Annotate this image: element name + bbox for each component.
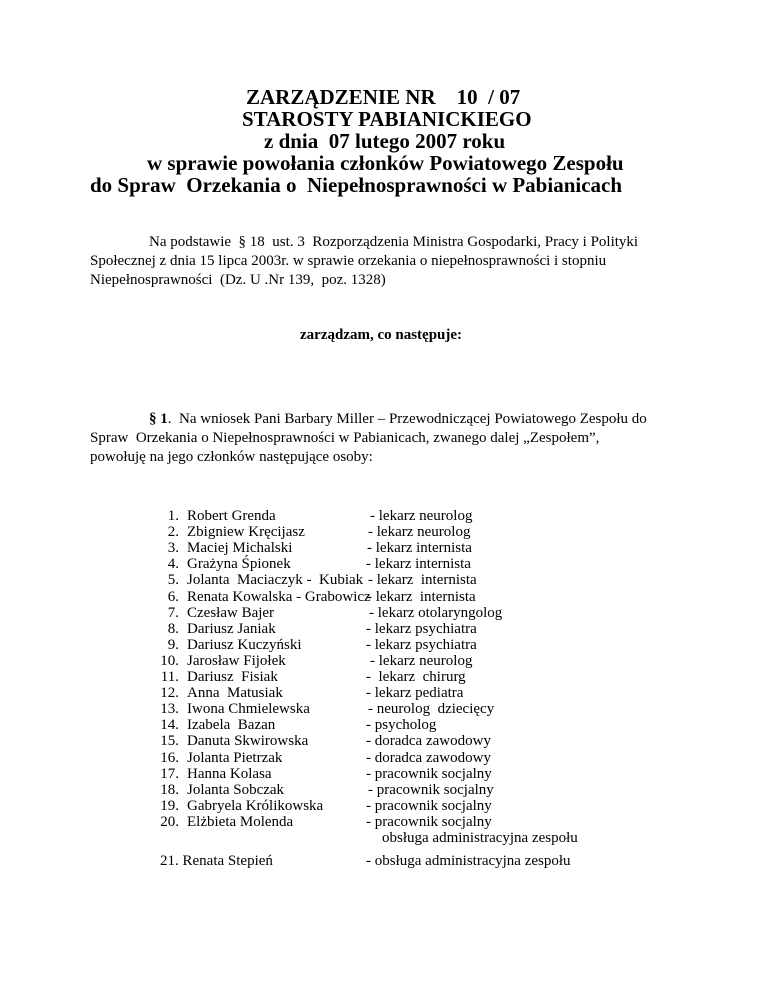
member-role: - lekarz otolaryngolog: [369, 604, 503, 621]
member-role: - doradca zawodowy: [366, 749, 491, 766]
member-number: 8.: [167, 620, 179, 637]
member-number: 13.: [160, 701, 179, 718]
member-number: 18.: [160, 781, 179, 798]
member-number: 15.: [160, 733, 179, 750]
member-number: 3.: [167, 540, 179, 557]
title-line-3: z dnia 07 lutego 2007 roku: [264, 129, 506, 153]
member-number: 2.: [167, 524, 179, 541]
member-name: Czesław Bajer: [187, 604, 275, 621]
member-name: Dariusz Kuczyński: [187, 636, 302, 653]
member-name: Anna Matusiak: [187, 685, 283, 702]
section-1-line-1: [149, 410, 647, 428]
member-role: - pracownik socjalny: [368, 781, 494, 798]
member-number: 6.: [167, 588, 179, 605]
member-number: 1.: [167, 508, 179, 524]
member-name: Iwona Chmielewska: [187, 701, 310, 718]
title-line-2: STAROSTY PABIANICKIEGO: [242, 107, 532, 131]
member-name: Jarosław Fijołek: [187, 652, 286, 669]
member-role: - lekarz neurolog: [368, 524, 471, 541]
member-name: Elżbieta Molenda: [187, 813, 294, 830]
member-name: Dariusz Fisiak: [187, 669, 278, 685]
member-name: Zbigniew Kręcijasz: [187, 524, 305, 541]
member-number: 12.: [160, 685, 179, 702]
member-name: Hanna Kolasa: [187, 765, 272, 782]
member-number: 17.: [160, 765, 179, 782]
member-name: Dariusz Janiak: [187, 620, 276, 637]
member-role: - lekarz internista: [368, 572, 477, 589]
section-1-line-1-text: . Na wniosek Pani Barbary Miller – Przewodniczącej Powiatowego Zespołu do: [167, 411, 647, 427]
member-number: 9.: [167, 636, 179, 653]
member-role: - lekarz neurolog: [370, 508, 473, 524]
member-number: 19.: [160, 797, 179, 814]
title-line-1: ZARZĄDZENIE NR 10 / 07: [246, 85, 521, 109]
member-21-name: 21. Renata Stepień: [160, 853, 273, 869]
member-role: - pracownik socjalny: [366, 797, 492, 814]
member-number: 5.: [167, 572, 179, 589]
section-1-line-2: Spraw Orzekania o Niepełnosprawności w Pabianicach, zwanego dalej „Zespołem”,: [90, 430, 600, 446]
preamble-line-1: Na podstawie § 18 ust. 3 Rozporządzenia Ministra Gospodarki, Pracy i Polityki: [149, 234, 639, 250]
member-role: - neurolog dziecięcy: [368, 701, 495, 718]
preamble-line-2: Społecznej z dnia 15 lipca 2003r. w sprawie orzekania o niepełnosprawności i stopniu: [90, 253, 607, 269]
member-role: - lekarz internista: [366, 556, 471, 573]
member-name: Maciej Michalski: [187, 540, 293, 557]
member-21-role: - obsługa administracyjna zespołu: [366, 853, 571, 869]
member-number: 11.: [160, 669, 179, 685]
extra-role-line: obsługa administracyjna zespołu: [382, 830, 578, 846]
member-number: 7.: [167, 604, 179, 621]
member-role: - lekarz chirurg: [366, 669, 466, 685]
member-name: Izabela Bazan: [187, 717, 276, 734]
member-role: - lekarz neurolog: [370, 652, 473, 669]
decree-heading: zarządzam, co następuje:: [300, 327, 463, 343]
member-number: 16.: [160, 749, 179, 766]
preamble-line-3: Niepełnosprawności (Dz. U .Nr 139, poz. 1328): [90, 272, 386, 288]
member-role: - psycholog: [366, 717, 437, 734]
member-role: - pracownik socjalny: [366, 765, 492, 782]
member-number: 20.: [160, 813, 179, 830]
member-role: - doradca zawodowy: [366, 733, 491, 750]
member-role: - lekarz psychiatra: [366, 636, 477, 653]
member-role: - lekarz psychiatra: [366, 620, 477, 637]
member-name: Gabryela Królikowska: [187, 797, 324, 814]
title-line-5: do Spraw Orzekania o Niepełnosprawności w Pabianicach: [90, 173, 623, 197]
member-name: Grażyna Śpionek: [187, 556, 291, 573]
member-name: Danuta Skwirowska: [187, 733, 309, 750]
member-role: - lekarz pediatra: [366, 685, 464, 702]
section-1-line-3: powołuję na jego członków następujące osoby:: [90, 449, 373, 465]
member-name: Jolanta Sobczak: [187, 781, 285, 798]
member-name: Renata Kowalska - Grabowicz: [187, 588, 371, 605]
member-role: - lekarz internista: [367, 588, 476, 605]
member-name: Jolanta Pietrzak: [187, 749, 283, 766]
member-name: Jolanta Maciaczyk - Kubiak: [187, 572, 364, 589]
section-mark: § 1: [149, 411, 168, 427]
member-number: 14.: [160, 717, 179, 734]
member-name: Robert Grenda: [187, 508, 276, 524]
member-number: 10.: [160, 652, 179, 669]
title-line-4: w sprawie powołania członków Powiatowego Zespołu: [147, 151, 624, 175]
member-number: 4.: [167, 556, 179, 573]
member-role: - lekarz internista: [367, 540, 472, 557]
member-role: - pracownik socjalny: [366, 813, 492, 830]
